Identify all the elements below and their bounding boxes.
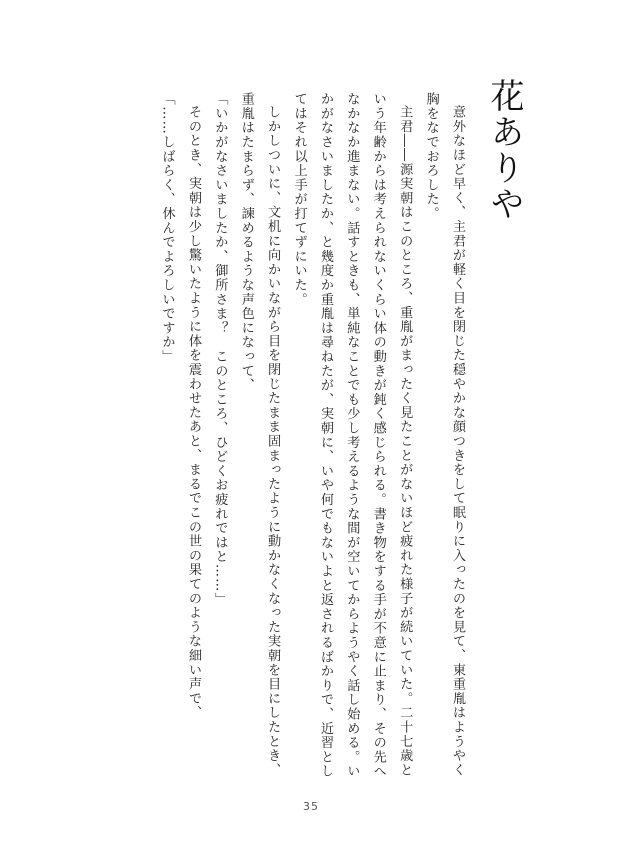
- paragraph: しかしついに、文机に向かいながら目を閉じたまま固まったように動かなくなった実朝を目にしたとき、重胤はたまらず、諫めるような声色になって、: [238, 92, 281, 778]
- dialogue-line: 「いかがなさいましたか、御所さま？ このところ、ひどくお疲れではと……」: [212, 92, 228, 607]
- chapter-title: 花ありや: [484, 78, 524, 222]
- page-number: 35: [303, 800, 319, 813]
- paragraph: 意外なほど早く、主君が軽く目を閉じた穏やかな顔つきをして眠りに入ったのを見て、東重胤はようやく胸をなでおろした。: [423, 92, 465, 778]
- dialogue-line: 「……しばらく、休んでよろしいですか」: [159, 92, 175, 364]
- paragraph: そのとき、実朝は少し驚いたように体を震わせたあと、まるでこの世の果てのような細い声で、: [185, 105, 201, 721]
- paragraph: 主君――源実朝はこのところ、重胤がまったく見たことがないほど疲れた様子が続いていた。二十七歳という年齢からは考えられないくらい体の動きが鈍く感じられる。書き物をする手が不意に止まり、その先へなかなか進まない。話すときも、単純なことでも少し考えるような間が空いてからようやく話し始める。いかがなさいましたか、と幾度か重胤は尋ねたが、実朝に、いや何でもないよと返されるばかりで、近習としてはそれ以上手が打てずにいた。: [291, 92, 413, 779]
- body-text: [153, 92, 470, 782]
